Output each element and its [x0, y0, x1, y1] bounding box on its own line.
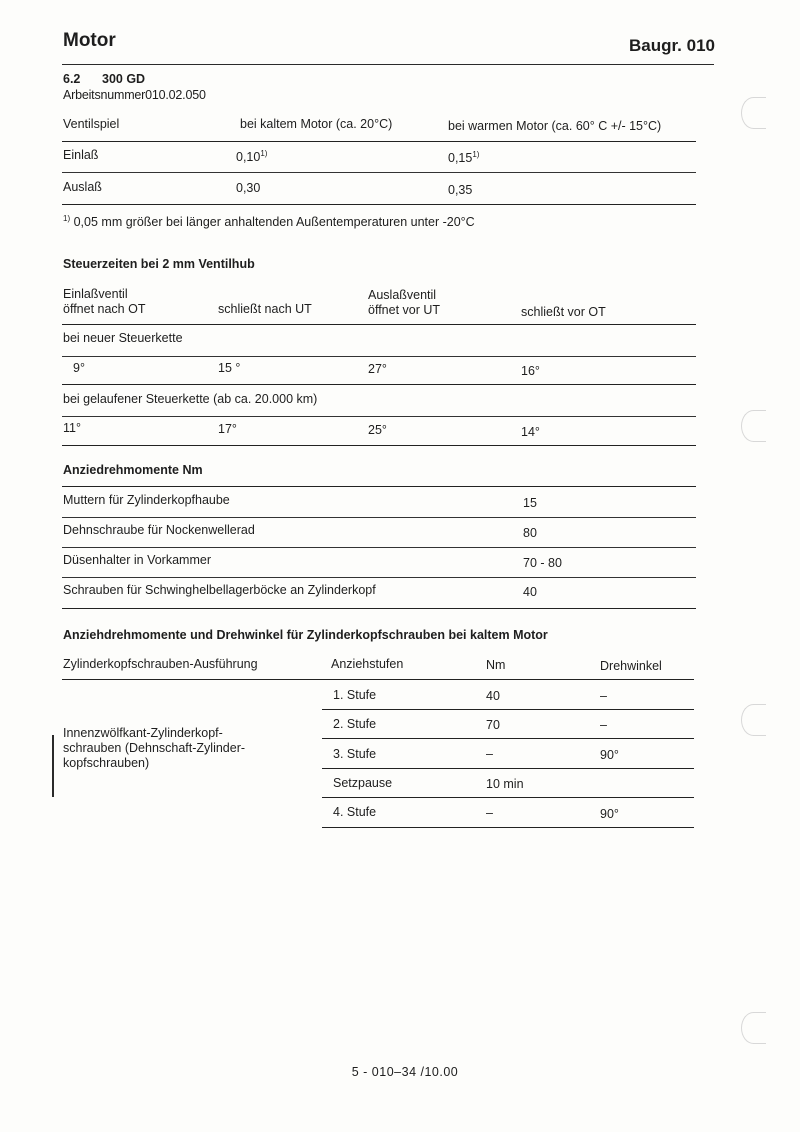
vc-footnote: $^{1)}$ 0,05 mm größer bei länger anhaltenden Außentemperaturen unter -20°C — [63, 214, 475, 230]
vc-row-cold: 0,30 — [236, 181, 261, 195]
divider — [322, 768, 694, 769]
section-model: 300 GD — [102, 72, 146, 86]
divider — [62, 486, 696, 487]
divider — [62, 547, 696, 548]
divider — [62, 141, 696, 142]
vc-header-cold: bei kaltem Motor (ca. 20°C) — [240, 117, 393, 131]
hb-header-stage: Anziehstufen — [331, 657, 404, 671]
torque-value: 80 — [523, 526, 537, 540]
hb-stage: Setzpause — [333, 776, 393, 790]
divider — [62, 356, 696, 357]
divider — [62, 416, 696, 417]
timing-value: 16° — [521, 364, 540, 378]
timing-value: 25° — [368, 423, 387, 437]
divider — [322, 709, 694, 710]
page-title: Motor — [63, 30, 116, 51]
header-rule — [62, 64, 714, 65]
divider — [62, 172, 696, 173]
divider — [322, 827, 694, 828]
head-bolt-title: Anziehdrehmomente und Drehwinkel für Zylinderkopfschrauben bei kaltem Motor — [63, 628, 548, 642]
timing-value: 15 ° — [218, 361, 241, 375]
hb-nm: 10 min — [486, 777, 524, 791]
hb-angle: – — [600, 718, 607, 732]
divider — [62, 445, 696, 446]
section-number: 6.2 — [63, 72, 81, 86]
hb-angle: 90° — [600, 748, 619, 762]
hb-nm: – — [486, 747, 493, 761]
timing-value: 27° — [368, 362, 387, 376]
torque-label: Schrauben für Schwinghelbellagerböcke an Zylinderkopf — [63, 583, 376, 597]
vc-row-label: Auslaß — [63, 180, 102, 194]
hb-stage: 2. Stufe — [333, 717, 377, 731]
hb-type-label: Innenzwölfkant-Zylinderkopf-schrauben (Dehnschaft-Zylinder-kopfschrauben) — [63, 726, 246, 770]
hb-stage: 4. Stufe — [333, 805, 377, 819]
vc-header-label: Ventilspiel — [63, 117, 120, 131]
vc-row-warm: 0,35 — [448, 183, 473, 197]
group-label: Baugr. 010 — [629, 36, 715, 55]
timing-value: 14° — [521, 425, 540, 439]
timing-header-exhaust-open: Auslaßventil öffnet vor UT — [368, 288, 441, 317]
hb-stage: 3. Stufe — [333, 747, 377, 761]
divider — [62, 384, 696, 385]
hb-header-type: Zylinderkopfschrauben-Ausführung — [63, 657, 258, 671]
divider — [62, 324, 696, 325]
divider — [62, 679, 694, 680]
torque-label: Dehnschraube für Nockenwellerad — [63, 523, 255, 537]
binder-hole — [741, 704, 766, 736]
vc-row-cold: 0,10$^{1)}$ — [236, 149, 268, 165]
timing-value: 17° — [218, 422, 237, 436]
vc-header-warm: bei warmen Motor (ca. 60° C +/- 15°C) — [448, 119, 662, 133]
torque-value: 15 — [523, 496, 537, 510]
hb-angle: 90° — [600, 807, 619, 821]
binder-hole — [741, 97, 766, 129]
divider — [322, 797, 694, 798]
torque-value: 40 — [523, 585, 537, 599]
vc-row-warm: 0,15$^{1)}$ — [448, 150, 480, 166]
page-footer: 5 - 010–34 /10.00 — [351, 1065, 459, 1079]
hb-angle: – — [600, 689, 607, 703]
work-number: Arbeitsnummer010.02.050 — [63, 88, 206, 102]
timing-header-intake-close: schließt nach UT — [218, 302, 312, 316]
torque-label: Muttern für Zylinderkopfhaube — [63, 493, 230, 507]
divider — [62, 204, 696, 205]
divider — [62, 517, 696, 518]
timing-title: Steuerzeiten bei 2 mm Ventilhub — [63, 257, 255, 271]
divider — [62, 608, 696, 609]
hb-header-angle: Drehwinkel — [600, 659, 662, 673]
vc-row-label: Einlaß — [63, 148, 99, 162]
divider — [322, 738, 694, 739]
timing-group-label: bei neuer Steuerkette — [63, 331, 183, 345]
hb-nm: 40 — [486, 689, 500, 703]
timing-header-intake-open: Einlaßventil öffnet nach OT — [63, 287, 146, 316]
torque-value: 70 - 80 — [523, 556, 562, 570]
hb-nm: – — [486, 806, 493, 820]
hb-stage: 1. Stufe — [333, 688, 377, 702]
binder-hole — [741, 410, 766, 442]
timing-value: 11° — [63, 421, 81, 435]
timing-value: 9° — [73, 361, 85, 375]
binder-hole — [741, 1012, 766, 1044]
divider — [62, 577, 696, 578]
change-marker-bar — [52, 735, 54, 797]
timing-header-exhaust-close: schließt vor OT — [521, 305, 606, 319]
torque-title: Anziedrehmomente Nm — [63, 463, 203, 477]
timing-group-label: bei gelaufener Steuerkette (ab ca. 20.000 km) — [63, 392, 318, 406]
torque-label: Düsenhalter in Vorkammer — [63, 553, 211, 567]
hb-nm: 70 — [486, 718, 500, 732]
hb-header-nm: Nm — [486, 658, 506, 672]
